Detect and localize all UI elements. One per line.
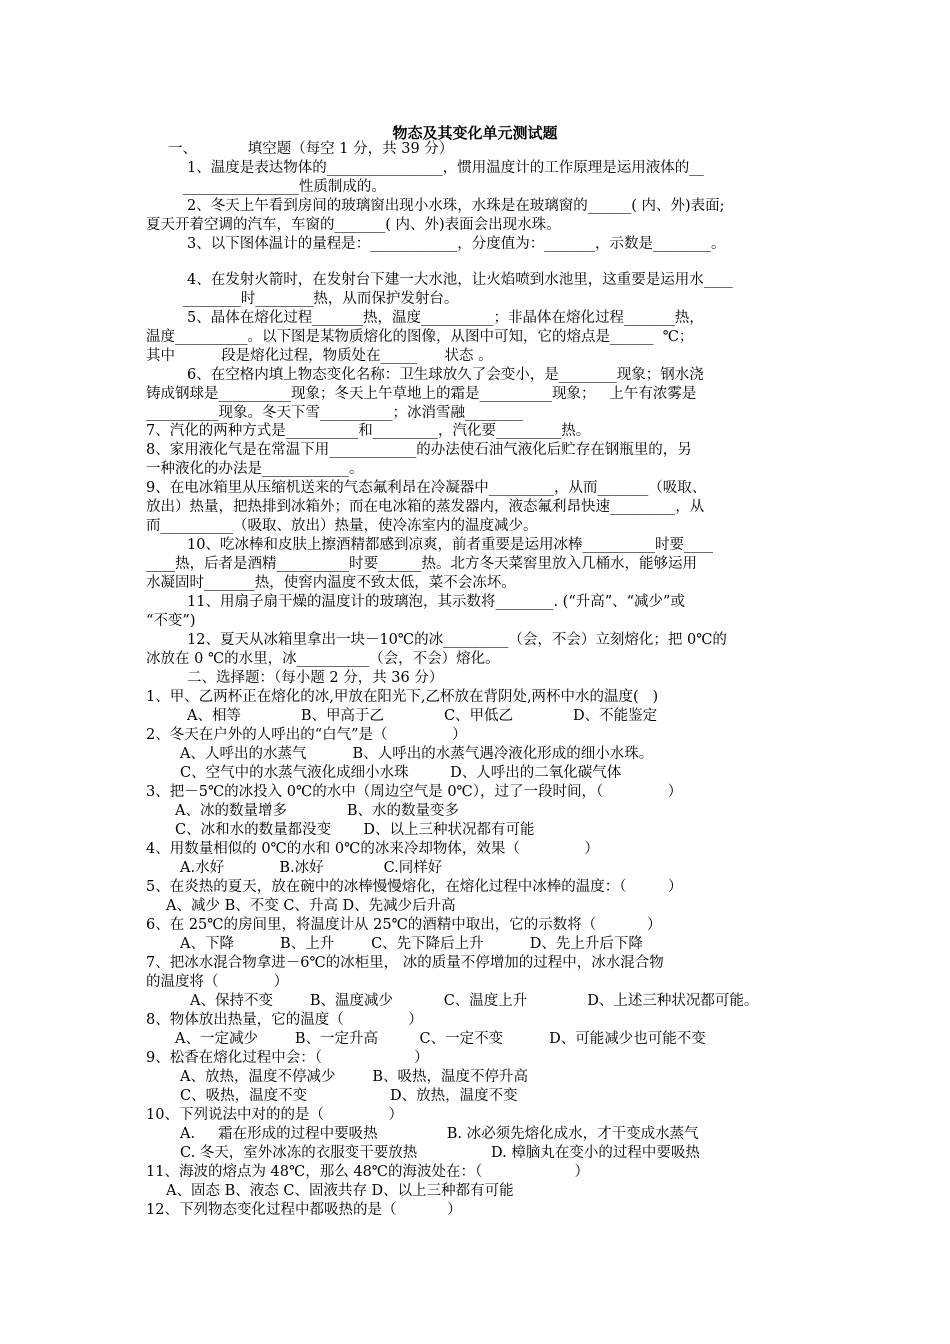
text-line: 11、用扇子扇干燥的温度计的玻璃泡，其示数将________. (“升高”、“减少”或 bbox=[187, 594, 685, 610]
text-line: 2、冬天在户外的人呼出的“白气”是（ ） bbox=[146, 727, 467, 743]
text-line: A、保持不变 B、温度减少 C、温度上升 D、上述三种状况都可能。 bbox=[190, 993, 759, 1009]
text-line: 9、松香在熔化过程中会：（ ） bbox=[146, 1050, 429, 1066]
text-line: 7、把冰水混合物拿进－6℃的冰柜里， 冰的质量不停增加的过程中，冰水混合物 bbox=[146, 955, 664, 971]
text-line: 7、汽化的两种方式是__________和_________，汽化要_________热。 bbox=[146, 423, 591, 439]
text-line: A、放热，温度不停减少 B、吸热，温度不停升高 bbox=[180, 1069, 528, 1085]
text-line: A、减少 B、不变 C、升高 D、先减少后升高 bbox=[166, 898, 456, 914]
text-line: 的温度将（ ） bbox=[146, 974, 289, 990]
text-line: __________现象。冬天下雪__________；冰消雪融________ bbox=[146, 405, 523, 421]
text-line: A、下降 B、上升 C、先下降后上升 D、先上升后下降 bbox=[180, 936, 643, 952]
page-title: 物态及其变化单元测试题 bbox=[392, 124, 558, 142]
text-line: 11、海波的熔点为 48℃，那么 48℃的海波处在：（ ） bbox=[146, 1164, 589, 1180]
text-line: 3、以下图体温计的量程是：____________，分度值为：_______，示数是________。 bbox=[187, 236, 726, 252]
text-line: 5、晶体在熔化过程_______热，温度__________；非晶体在熔化过程_______热， bbox=[187, 310, 704, 326]
text-line: C. 冬天，室外冰冻的衣服变干要放热 D. 樟脑丸在变小的过程中要吸热 bbox=[180, 1145, 700, 1161]
text-line: 8、家用液化气是在常温下用____________的办法使石油气液化后贮存在钢瓶里的，另 bbox=[146, 442, 692, 458]
text-line: 二、选择题：（每小题 2 分，共 36 分） bbox=[187, 670, 444, 686]
text-line: ________时________热，从而保护发射台。 bbox=[146, 291, 459, 307]
text-line: 水凝固时_______热，使窖内温度不致太低，菜不会冻坏。 bbox=[146, 575, 516, 591]
text-line: 一种液化的办法是____________。 bbox=[146, 461, 364, 477]
text-line: 10、吃冰棒和皮肤上擦酒精都感到凉爽，前者重要是运用冰棒__________时要____ bbox=[187, 537, 713, 553]
text-line: A、一定减少 B、一定升高 C、一定不变 D、可能减少也可能不变 bbox=[175, 1031, 706, 1047]
text-line: 而__________（吸取、放出）热量，使冷冻室内的温度减少。 bbox=[146, 518, 538, 534]
text-line: 1、温度是表达物体的________________，惯用温度计的工作原理是运用液体的__ bbox=[187, 160, 704, 176]
text-line: 放出）热量，把热排到冰箱外；而在电冰箱的蒸发器内，液态氟利昂快速_________，从 bbox=[146, 499, 705, 515]
text-line: 5、在炎热的夏天，放在碗中的冰棒慢慢熔化，在熔化过程中冰棒的温度：（ ） bbox=[146, 879, 683, 895]
text-line: 10、下列说法中对的的是（ ） bbox=[146, 1107, 403, 1123]
text-line: 其中 段是熔化过程，物质处在_____ 状态 。 bbox=[146, 348, 493, 364]
text-line: A.水好 B.冰好 C.同样好 bbox=[180, 860, 443, 876]
text-line: A. 霜在形成的过程中要吸热 B. 冰必须先熔化成水，才干变成水蒸气 bbox=[180, 1126, 699, 1142]
text-line: 6、在空格内填上物态变化名称：卫生球放久了会变小，是________现象；钢水浇 bbox=[187, 367, 704, 383]
text-line: 12、下列物态变化过程中都吸热的是（ ） bbox=[146, 1202, 462, 1218]
text-line: 1、甲、乙两杯正在熔化的冰,甲放在阳光下,乙杯放在背阴处,两杯中水的温度( ) bbox=[146, 689, 659, 705]
text-line: 铸成钢球是__________现象；冬天上午草地上的霜是__________现象； 上午有浓雾是 bbox=[146, 386, 697, 402]
text-line: 8、物体放出热量，它的温度（ ） bbox=[146, 1012, 423, 1028]
text-line: C、冰和水的数量都没变 D、以上三种状况都有可能 bbox=[175, 822, 535, 838]
text-line: ________________性质制成的。 bbox=[146, 179, 386, 195]
text-line: 12、夏天从冰箱里拿出一块－10℃的冰_________（会，不会）立刻熔化；把 0℃的 bbox=[187, 632, 727, 648]
text-line: 冰放在 0 ℃的水里，冰__________（会，不会）熔化。 bbox=[146, 651, 500, 667]
text-line: A、固态 B、液态 C、固液共存 D、以上三种都有可能 bbox=[166, 1183, 514, 1199]
text-line: ____热，后者是酒精__________时要______热。北方冬天菜窖里放入几桶水，能够运用 bbox=[146, 556, 697, 572]
text-line: 3、把－5℃的冰投入 0℃的水中（周边空气是 0℃），过了一段时间，（ ） bbox=[146, 784, 683, 800]
text-line: 夏天开着空调的汽车，车窗的_______( 内、外)表面会出现水珠。 bbox=[146, 217, 561, 233]
text-line: 9、在电冰箱里从压缩机送来的气态氟利昂在冷凝器中_________，从而_______（吸取、 bbox=[146, 480, 707, 496]
text-line: 一、 填空题（每空 1 分，共 39 分） bbox=[168, 141, 454, 157]
text-line: A、冰的数量增多 B、水的数量变多 bbox=[175, 803, 460, 819]
text-line: “不变”) bbox=[146, 613, 196, 629]
text-line: A、相等 B、甲高于乙 C、甲低乙 D、不能鉴定 bbox=[187, 708, 658, 724]
text-line: A、人呼出的水蒸气 B、人呼出的水蒸气遇冷液化形成的细小水珠。 bbox=[180, 746, 654, 762]
text-line: 6、在 25℃的房间里，将温度计从 25℃的酒精中取出，它的示数将（ ） bbox=[146, 917, 662, 933]
text-line: C、吸热，温度不变 D、放热，温度不变 bbox=[180, 1088, 518, 1104]
text-line: 4、用数量相似的 0℃的水和 0℃的冰来冷却物体，效果（ ） bbox=[146, 841, 599, 857]
text-line: C、空气中的水蒸气液化成细小水珠 D、人呼出的二氧化碳气体 bbox=[180, 765, 622, 781]
text-line: 4、在发射火箭时，在发射台下建一大水池，让火焰喷到水池里，这重要是运用水____ bbox=[187, 272, 733, 288]
text-line: 温度__________。以下图是某物质熔化的图像，从图中可知，它的熔点是______ ℃； bbox=[146, 329, 694, 345]
text-line: 2、冬天上午看到房间的玻璃窗出现小水珠，水珠是在玻璃窗的______( 内、外)表面; bbox=[187, 198, 725, 214]
